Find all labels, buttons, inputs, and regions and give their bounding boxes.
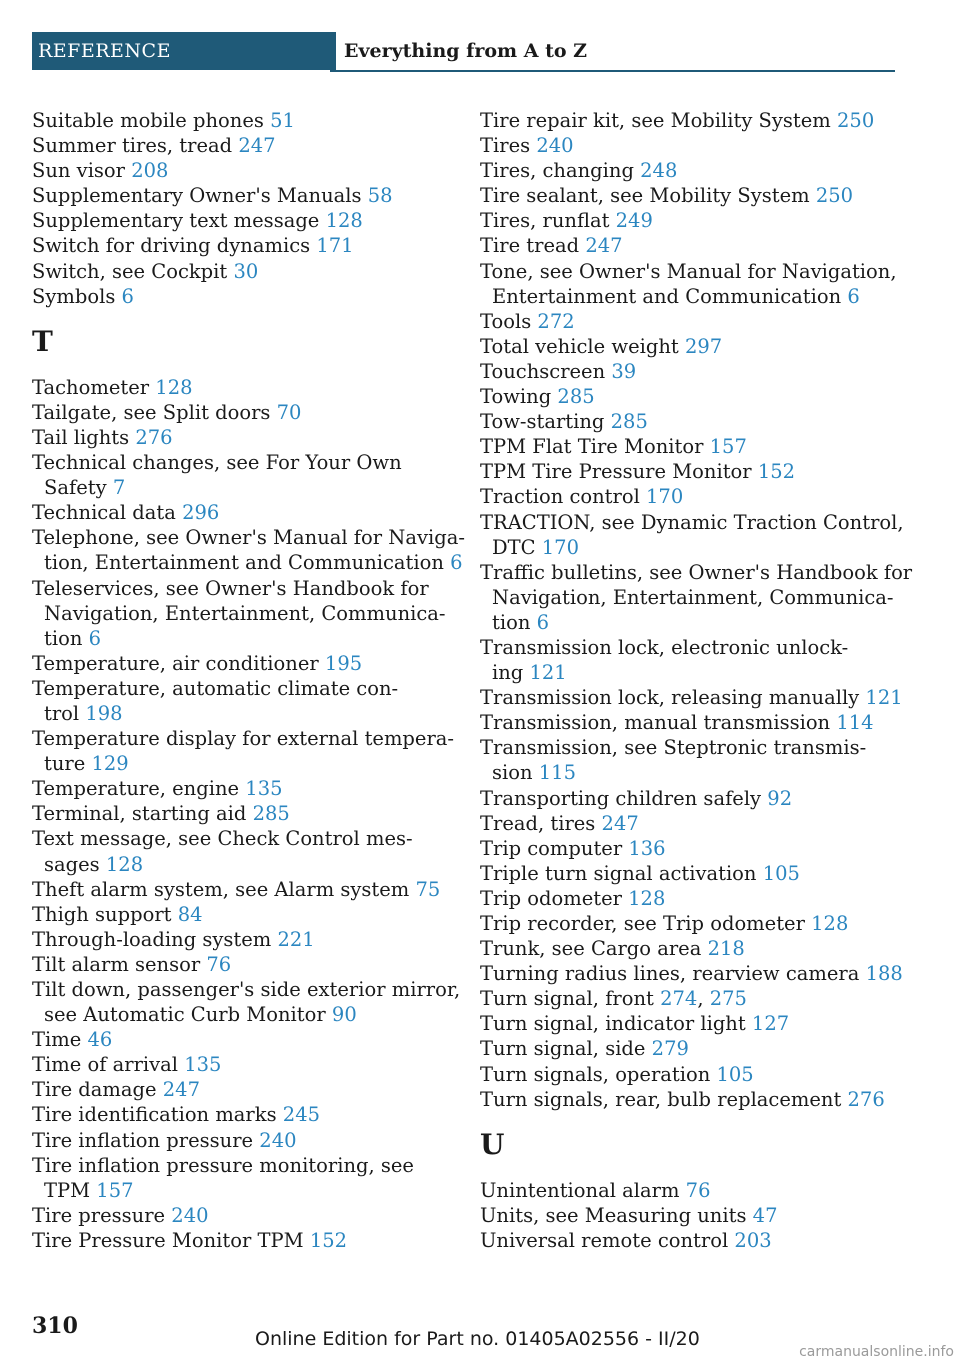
page-link[interactable]: 135 [184,1053,222,1077]
entry-text: Units, see Measuring units [480,1203,747,1227]
index-entry [32,450,452,500]
entry-text: Entertainment and Communication [492,284,842,308]
entry-text: Temperature, automatic climate con- [32,676,399,700]
index-column-right [480,108,913,1253]
page-link[interactable]: 170 [646,485,684,509]
entry-text: Transmission, manual transmission [480,711,831,735]
entry-text: TPM Flat Tire Monitor [480,435,704,459]
index-entry [32,676,452,726]
page-link[interactable]: 203 [734,1228,772,1252]
entry-text: Transporting children safely [480,786,762,810]
entry-text: Tires, runflat [480,209,610,233]
index-entry [480,1011,900,1036]
page-link[interactable]: 46 [87,1028,113,1052]
watermark: carmanualsonline.info [799,1344,954,1360]
index-entry [480,911,900,936]
index-entry [32,1052,452,1077]
page-link[interactable]: 128 [105,852,144,876]
entry-text: Traction control [480,485,640,509]
entry-text: Tilt alarm sensor [32,952,201,976]
entry-text: Transmission lock, electronic unlock- [480,635,849,659]
index-entry [480,309,900,334]
index-entry [32,500,452,525]
page-link[interactable]: 75 [415,877,441,901]
entry-text: Navigation, Entertainment, Communica- [492,585,894,609]
page-link[interactable]: 240 [536,134,574,158]
index-entry [32,826,452,876]
page-link[interactable]: 6 [847,284,860,308]
index-entry [480,158,900,183]
page-link[interactable]: 285 [557,385,595,409]
page-link[interactable]: 128 [325,209,363,233]
index-entry [32,425,452,450]
entry-text: Touchscreen [480,359,606,383]
entry-text: Triple turn signal activation [480,861,757,885]
index-entry [480,409,900,434]
page-link[interactable]: 121 [529,661,567,685]
page-link[interactable]: 70 [276,400,302,424]
page-link[interactable]: 47 [752,1203,778,1227]
page-link[interactable]: 296 [182,501,220,525]
index-entry [480,233,900,258]
entry-text: Text message, see Check Control mes- [32,827,413,851]
entry-text: Tone, see Owner's Manual for Navigation, [480,259,897,283]
page-link[interactable]: 128 [155,375,193,399]
entry-text: Technical data [32,501,176,525]
page-link[interactable]: 247 [162,1078,200,1102]
index-entry [480,861,900,886]
page-link[interactable]: 39 [611,359,637,383]
index-entry [480,259,900,309]
index-entry [480,936,900,961]
page-link[interactable]: 250 [837,109,875,132]
page-link[interactable]: 272 [537,309,575,333]
page-link[interactable]: 135 [245,777,283,801]
index-entry: Turn signal, front 274, 275 [480,987,747,1011]
entry-text: Safety [44,476,107,500]
entry-text: Sun visor [32,159,125,183]
index-entry [480,710,900,735]
index-entry [32,776,452,801]
page-link[interactable]: 240 [259,1128,297,1152]
index-entry [32,651,452,676]
entry-text: Teleservices, see Owner's Handbook for [32,576,429,600]
index-entry [32,927,452,952]
entry-text: Towing [480,385,552,409]
page-link[interactable]: 276 [847,1087,885,1111]
index-entry [480,886,900,911]
section-label: REFERENCE [32,32,336,70]
index-entry [480,961,903,986]
index-entry [32,1128,452,1153]
page-link[interactable]: 114 [836,711,874,735]
entry-text: Turn signals, operation [480,1062,711,1086]
entry-text: ture [44,752,86,776]
index-entry [480,811,900,836]
page-link[interactable]: 121 [865,686,903,710]
index-entry [32,952,452,977]
page-link[interactable]: 105 [762,861,800,885]
footer-edition: Online Edition for Part no. 01405A02556 - II/20 [255,1328,700,1350]
entry-text: Trip odometer [480,886,622,910]
index-entry [480,183,900,208]
index-entry [32,525,465,575]
index-entry [480,384,900,409]
entry-text: Tools [480,309,532,333]
section-letter: U [480,1127,505,1161]
page-link[interactable]: 128 [811,912,849,935]
page-link[interactable]: 51 [270,109,295,132]
index-entry [32,108,452,133]
entry-text: Supplementary text message [32,209,320,233]
page-link[interactable]: 7 [112,476,126,500]
entry-text: Symbols [32,284,116,308]
entry-text: Tires [480,134,531,158]
entry-text: trol [44,701,80,725]
page-link[interactable]: 247 [601,811,639,835]
index-entry [32,1153,452,1203]
entry-text: Supplementary Owner's Manuals [32,184,362,208]
entry-text: Trunk, see Cargo area [480,937,702,961]
index-entry [480,635,900,685]
entry-text: Telephone, see Owner's Manual for Naviga- [32,526,465,550]
entry-text: Temperature, engine [32,777,240,801]
index-entry [480,133,900,158]
entry-text: Tire sealant, see Mobility System [480,184,810,208]
entry-text: tion [44,626,83,650]
page-link[interactable]: 76 [206,952,232,976]
entry-text: Time [32,1028,82,1052]
page-link[interactable]: 250 [815,184,854,208]
index-entry [480,735,900,785]
entry-text: Traffic bulletins, see Owner's Handbook for [480,560,913,584]
page-link[interactable]: 188 [865,962,903,986]
page-title: Everything from A to Z [344,40,588,62]
index-entry [480,1087,900,1112]
entry-text: Temperature, air conditioner [32,651,319,675]
index-entry [32,977,461,1027]
index-entry [480,359,900,384]
index-entry [32,400,452,425]
index-entry [32,375,452,400]
page-link[interactable]: 136 [628,836,666,860]
index-entry [32,133,452,158]
entry-text: Tailgate, see Split doors [32,400,271,424]
entry-text: Tire inflation pressure [32,1128,254,1152]
entry-text: Temperature display for external tempera- [32,727,454,751]
entry-text: Tire tread [480,234,580,258]
entry-text: DTC [492,535,536,559]
page-link[interactable]: 127 [751,1012,790,1036]
entry-text: sion [492,761,533,785]
index-column-left [32,108,465,1253]
entry-text: Unintentional alarm [480,1178,680,1202]
entry-text: Tire pressure [32,1203,166,1227]
page-link[interactable]: 249 [615,209,653,233]
index-entry [32,259,452,284]
index-entry [32,902,452,927]
entry-text: Tail lights [32,425,130,449]
index-entry [32,576,452,651]
page-link[interactable]: 248 [640,159,678,183]
page-link[interactable]: 247 [238,134,276,158]
index-entry [480,1036,900,1061]
entry-text: TRACTION, see Dynamic Traction Control, [480,510,904,534]
entry-text: Turning radius lines, rearview camera [480,962,860,986]
header-rule [330,70,895,72]
index-entry [32,877,452,902]
page-link[interactable]: 115 [538,761,576,785]
entry-text: Theft alarm system, see Alarm system [32,877,410,901]
entry-text: Tow-starting [480,410,605,434]
entry-text: Suitable mobile phones [32,109,264,132]
page-link[interactable]: 30 [233,259,259,283]
entry-text: Universal remote control [480,1228,729,1252]
page-link[interactable]: 279 [651,1037,689,1061]
index-entry [32,1228,452,1253]
index-entry [480,434,900,459]
entry-text: Tire inflation pressure monitoring, see [32,1153,414,1177]
entry-text: Trip recorder, see Trip odometer [480,912,805,935]
index-entry [32,284,452,309]
index-entry [480,685,903,710]
page-link[interactable]: 105 [716,1062,754,1086]
page-link[interactable]: 208 [131,159,169,183]
entry-text: Trip computer [480,836,623,860]
page-link[interactable]: 221 [277,927,315,951]
index-entry [32,183,452,208]
page-link[interactable]: 247 [585,234,623,258]
entry-text: Tire damage [32,1078,157,1102]
entry-text: Tire repair kit, see Mobility System [480,109,831,132]
page-link[interactable]: 245 [282,1103,321,1127]
entry-text: Switch for driving dynamics [32,234,311,258]
index-entry [32,233,452,258]
index-entry [480,1228,900,1253]
page-header [32,32,895,72]
entry-text: Tread, tires [480,811,596,835]
entry-text: Transmission lock, releasing manually [480,686,860,710]
page-link[interactable]: 90 [331,1003,357,1027]
page-link[interactable]: 129 [91,752,129,776]
index-entry [32,726,452,776]
page-link[interactable]: 84 [177,902,203,926]
index-entry [32,208,452,233]
entry-text: Tire identification marks [32,1103,277,1127]
index-entry [32,158,452,183]
index-entry [480,484,900,509]
entry-text: Terminal, starting aid [32,802,247,826]
index-entry [480,1178,900,1203]
index-entry [480,836,900,861]
entry-text: see Automatic Curb Monitor [44,1003,326,1027]
page-link[interactable]: 157 [709,435,747,459]
page-link[interactable]: 6 [450,551,463,575]
entry-text: ing [492,661,524,685]
page-link[interactable]: 275 [709,987,747,1011]
entry-text: Navigation, Entertainment, Communica- [44,601,446,625]
page-link[interactable]: 157 [96,1178,134,1202]
index-entry [32,801,452,826]
index-entry [480,510,904,560]
page-link[interactable]: 92 [767,786,793,810]
page-link[interactable]: 274 [660,987,698,1011]
entry-text: Tilt down, passenger's side exterior mirror, [32,978,461,1001]
index-entry [480,108,900,133]
entry-text: tion [492,610,531,634]
entry-text: Tire Pressure Monitor TPM [32,1228,304,1252]
entry-text: sages [44,852,100,876]
entry-text: Time of arrival [32,1053,179,1077]
page-link[interactable]: 58 [367,184,393,208]
page-link[interactable]: 6 [88,626,101,650]
index-entry [480,560,913,635]
section-letter: T [32,324,53,358]
page-link[interactable]: 195 [324,651,363,675]
page-link[interactable]: 152 [309,1228,348,1252]
entry-text: Turn signal, front [480,987,654,1011]
index-entry [480,208,900,233]
page-link[interactable]: 276 [135,425,173,449]
entry-text: Turn signals, rear, bulb replacement [480,1087,842,1111]
entry-text: tion, Entertainment and Communication [44,551,444,575]
page-link[interactable]: 218 [707,937,745,961]
page-link[interactable]: 285 [610,410,648,434]
index-entry [32,1027,452,1052]
page-link[interactable]: 6 [536,610,549,634]
entry-text: Technical changes, see For Your Own [32,451,402,475]
index-entry [480,459,900,484]
entry-text: Turn signal, side [480,1037,646,1061]
index-entry [480,1062,900,1087]
page-link[interactable]: 6 [121,284,134,308]
page-link[interactable]: 170 [541,535,579,559]
index-entry [480,1203,900,1228]
entry-text: TPM [44,1178,91,1202]
page-link[interactable]: 198 [85,701,123,725]
index-entry [32,1102,452,1127]
index-entry [32,1077,452,1102]
entry-text: Thigh support [32,902,172,926]
entry-text: Tires, changing [480,159,634,183]
page-link[interactable]: 171 [316,234,354,258]
page-link[interactable]: 285 [252,802,290,826]
page-link[interactable]: 128 [628,886,666,910]
index-entry [480,786,900,811]
entry-text: TPM Tire Pressure Monitor [480,460,752,484]
entry-text: Summer tires, tread [32,134,233,158]
entry-text: Turn signal, indicator light [480,1012,746,1036]
entry-text: Through-loading system [32,927,272,951]
index-entry [32,1203,452,1228]
entry-text: Tachometer [32,375,150,399]
index-entry [480,334,900,359]
page-number: 310 [32,1313,78,1339]
page-link[interactable]: 240 [171,1203,209,1227]
entry-text: Transmission, see Steptronic transmis- [480,736,867,760]
page-link[interactable]: 76 [685,1178,711,1202]
page-link[interactable]: 297 [684,334,723,358]
entry-text: Switch, see Cockpit [32,259,228,283]
entry-text: Total vehicle weight [480,334,679,358]
page-link[interactable]: 152 [757,460,796,484]
